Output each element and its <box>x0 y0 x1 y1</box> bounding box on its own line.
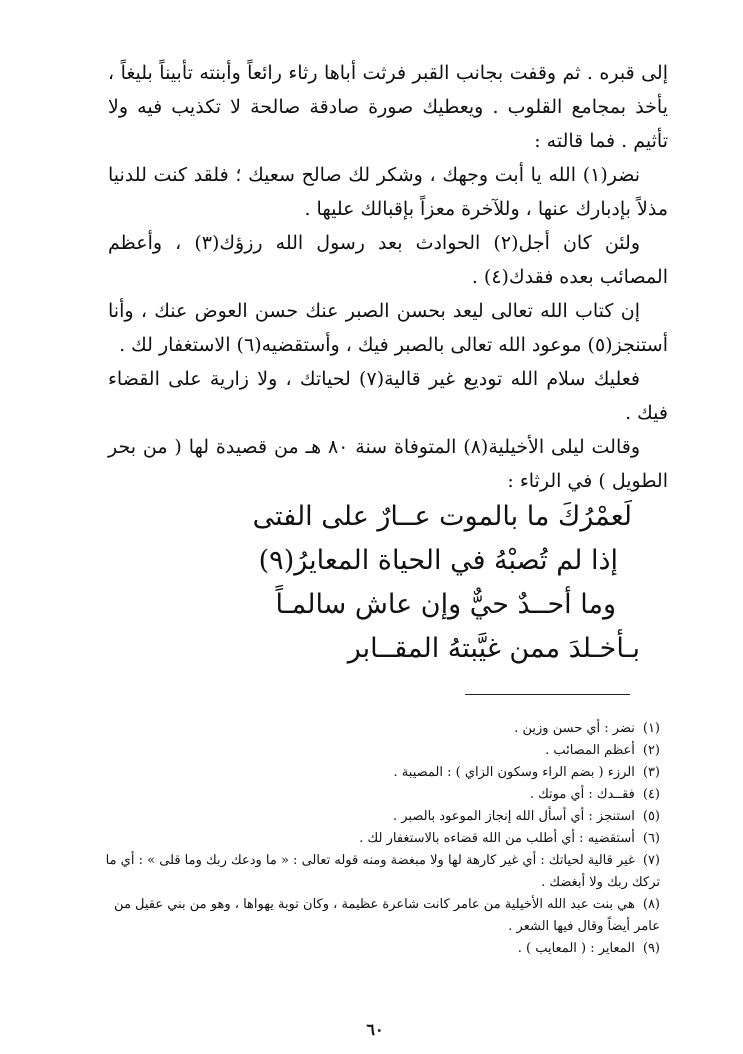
footnote <box>100 894 660 938</box>
footnote <box>100 850 660 894</box>
footnote-text: غير قالية لحياتك : أي غير كارهة لها ولا مبغضة ومنه قوله تعالى : « ما ودعك ربك وما قلى » : أي ما تركك ربك ولا أبغضك . <box>105 853 660 890</box>
footnote <box>100 806 660 828</box>
poem-line-1: لَعمْرُكَ ما بالموت عــارٌ على الفتى <box>252 501 632 532</box>
poem <box>150 495 650 671</box>
paragraph-3: ولئن كان أجل(٢) الحوادث بعد رسول الله رزؤك(٣) ، وأعظم المصائب بعده فقدك(٤) . <box>108 232 668 288</box>
footnote-number: (٧) <box>642 853 660 868</box>
poem-line-2: إذا لم تُصبْهُ في الحياة المعايرُ(٩) <box>258 545 618 576</box>
footnote-number: (١) <box>642 721 660 736</box>
footnote-text: أعظم المصائب . <box>545 743 635 758</box>
footnote-text: الرزء ( بضم الراء وسكون الزاي ) : المصيبة . <box>393 765 635 780</box>
poem-line-3: وما أحــدٌ حيٌّ وإن عاش سالمـاً <box>275 589 616 620</box>
footnote-number: (٢) <box>642 743 660 758</box>
footnote <box>100 828 660 850</box>
paragraph-2: نضر(١) الله يا أبت وجهك ، وشكر لك صالح سعيك ؛ فلقد كنت للدنيا مذلاً بإدبارك عنها ، وللآخرة معزاً بإقبالك عليها . <box>108 164 668 220</box>
poem-line-4: بـأخـلدَ ممن غيَّبتهُ المقــابر <box>347 633 640 664</box>
paragraph-4: إن كتاب الله تعالى ليعد بحسن الصبر عنك حسن العوض عنك ، وأنا أستنجز(٥) موعود الله تعالى بالصبر فيك ، وأستقضيه(٦) الاستغفار لك . <box>108 300 668 356</box>
footnote <box>100 784 660 806</box>
page-number: ٦٠ <box>366 1020 384 1039</box>
footnote-number: (٥) <box>642 809 660 824</box>
footnote-text: المعاير : ( المعايب ) . <box>517 941 635 956</box>
footnote <box>100 762 660 784</box>
footnote <box>100 718 660 740</box>
footnote-text: استنجز : أي أسأل الله إنجاز الموعود بالصبر . <box>392 809 635 824</box>
footnote-number: (٩) <box>642 941 660 956</box>
footnote-text: هي بنت عبد الله الأخيلية من عامر كانت شاعرة عظيمة ، وكان توبة يهواها ، وهو من بني عقيل من عامر أيضاً وقال فيها الشعر . <box>114 897 660 934</box>
footnote <box>100 740 660 762</box>
footnote-text: أستقضيه : أي أطلب من الله قضاءه بالاستغفار لك . <box>359 831 635 846</box>
footnote <box>100 938 660 960</box>
paragraph-6: وقالت ليلى الأخيلية(٨) المتوفاة سنة ٨٠ هـ من قصيدة لها ( من بحر الطويل ) في الرثاء : <box>108 436 668 492</box>
footnote-text: فقــدك : أي موتك . <box>529 787 635 802</box>
footnote-number: (٤) <box>642 787 660 802</box>
footnote-text: نضر : أي حسن وزين . <box>514 721 635 736</box>
main-text <box>108 56 668 498</box>
footnote-number: (٨) <box>642 897 660 912</box>
footnotes <box>100 718 660 960</box>
footnote-number: (٣) <box>642 765 660 780</box>
footnote-divider <box>465 694 630 695</box>
footnote-number: (٦) <box>642 831 660 846</box>
paragraph-5: فعليك سلام الله توديع غير قالية(٧) لحياتك ، ولا زارية على القضاء فيك . <box>108 368 668 424</box>
paragraph-1: إلى قبره . ثم وقفت بجانب القبر فرثت أباها رثاء رائعاً وأبنته تأبيناً بليغاً ، يأخذ بمجامع القلوب . ويعطيك صورة صادقة صالحة لا تكذيب فيه ولا تأثيم . فما قالته : <box>108 62 668 152</box>
